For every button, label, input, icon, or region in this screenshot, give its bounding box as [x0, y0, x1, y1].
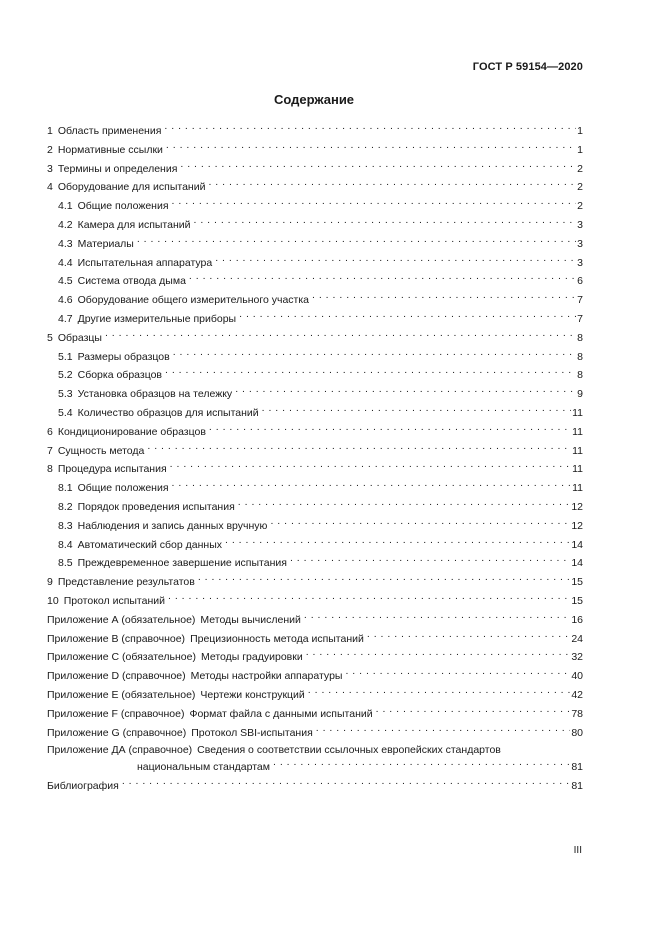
- toc-dot-leader: [168, 592, 570, 604]
- toc-entry-label: Область применения: [57, 125, 162, 137]
- toc-entry-number: 8.2: [58, 500, 73, 513]
- toc-entry-label: Образцы: [57, 331, 102, 344]
- toc-entry-page: 6: [577, 275, 583, 288]
- toc-entry[interactable]: [47, 442, 583, 461]
- toc-entry-label: Материалы: [77, 237, 134, 250]
- toc-entry-page: 12: [571, 519, 583, 532]
- toc-entry-page: 32: [571, 651, 583, 664]
- toc-entry-number: 7: [47, 444, 53, 457]
- toc-entry-page: 81: [571, 761, 583, 774]
- toc-entry-label: Сведения о соответствии ссылочных европейских стандартов: [197, 744, 501, 757]
- toc-entry-page: 8: [577, 331, 583, 344]
- toc-dot-leader: [137, 235, 576, 247]
- toc-entry[interactable]: [47, 404, 583, 423]
- toc-dot-leader: [105, 329, 576, 341]
- toc-entry-label: Количество образцов для испытаний: [77, 406, 259, 419]
- toc-entry-label: Наблюдения и запись данных вручную: [77, 519, 268, 532]
- toc-entry-label: Протокол SBI-испытания: [191, 726, 313, 739]
- toc-entry-page: 7: [577, 294, 583, 307]
- toc-entry-label: Представление результатов: [57, 576, 195, 589]
- toc-dot-leader: [273, 758, 570, 770]
- toc-dot-leader: [172, 197, 577, 209]
- toc-dot-leader: [164, 122, 576, 134]
- toc-entry-page: 1: [577, 143, 583, 156]
- toc-entry[interactable]: [47, 385, 583, 404]
- toc-entry-number: Приложение D (справочное): [47, 670, 186, 683]
- toc-entry[interactable]: [47, 460, 583, 479]
- toc-dot-leader: [166, 141, 576, 153]
- toc-dot-leader: [345, 667, 570, 679]
- toc-dot-leader: [238, 498, 571, 510]
- toc-entry-number: 4.1: [58, 200, 73, 213]
- toc-entry-page: 3: [577, 256, 583, 269]
- toc-entry-page: 11: [572, 463, 583, 476]
- toc-entry-page: 15: [571, 594, 583, 607]
- toc-entry-page: 24: [571, 632, 583, 645]
- toc-dot-leader: [147, 442, 571, 454]
- toc-entry-page: 11: [572, 444, 583, 457]
- toc-entry-number: 2: [47, 143, 53, 156]
- toc-entry-page: 40: [571, 670, 583, 683]
- toc-entry[interactable]: [47, 329, 583, 348]
- toc-dot-leader: [312, 291, 576, 303]
- toc-dot-leader: [376, 705, 571, 717]
- toc-entry-label: Порядок проведения испытания: [77, 500, 235, 513]
- toc-entry[interactable]: [47, 554, 583, 573]
- toc-dot-leader: [122, 777, 570, 789]
- toc-dot-leader: [306, 648, 571, 660]
- toc-entry-page: 16: [571, 613, 583, 626]
- toc-entry[interactable]: [47, 348, 583, 367]
- toc-entry-number: 8.1: [58, 482, 73, 495]
- toc-dot-leader: [215, 254, 576, 266]
- toc-entry-page: 81: [571, 780, 583, 793]
- toc-entry-label: Кондиционирование образцов: [57, 425, 206, 438]
- toc-entry-number: Приложение F (справочное): [47, 707, 185, 720]
- toc-entry-label: Испытательная аппаратура: [77, 256, 213, 269]
- toc-entry-label: Камера для испытаний: [77, 218, 191, 231]
- toc-dot-leader: [235, 385, 576, 397]
- toc-title: Содержание: [273, 92, 355, 107]
- document-code: ГОСТ Р 59154—2020: [472, 61, 583, 73]
- toc-entry[interactable]: [47, 573, 583, 592]
- toc-entry[interactable]: [47, 366, 583, 385]
- toc-entry-label: Преждевременное завершение испытания: [77, 557, 287, 570]
- toc-entry-page: 14: [571, 557, 583, 570]
- toc-entry-number: Приложение Е (обязательное): [47, 688, 196, 701]
- toc-entry-page: 78: [571, 707, 583, 720]
- toc-dot-leader: [262, 404, 571, 416]
- toc-dot-leader: [180, 160, 576, 172]
- toc-dot-leader: [172, 479, 572, 491]
- toc-entry[interactable]: [47, 498, 583, 517]
- toc-dot-leader: [316, 724, 571, 736]
- toc-entry[interactable]: [47, 611, 583, 630]
- toc-entry[interactable]: [47, 235, 583, 254]
- toc-entry-number: 5.3: [58, 388, 73, 401]
- toc-entry[interactable]: [47, 667, 583, 686]
- toc-entry-number: Приложение С (обязательное): [47, 651, 196, 664]
- toc-entry-number: 4: [47, 181, 53, 194]
- toc-entry-number: 8.4: [58, 538, 73, 551]
- toc-entry[interactable]: [47, 197, 583, 216]
- toc-entry-number: Приложение В (справочное): [47, 632, 186, 645]
- toc-entry-label: Формат файла с данными испытаний: [189, 707, 373, 720]
- toc-entry-number: 3: [47, 162, 53, 175]
- toc-entry-label: Методы вычислений: [200, 613, 301, 626]
- toc-entry-label: Чертежи конструкций: [200, 688, 305, 701]
- toc-dot-leader: [173, 348, 576, 360]
- table-of-contents: [47, 122, 583, 796]
- toc-entry-page: 2: [577, 200, 583, 213]
- toc-entry-number: 10: [47, 594, 59, 607]
- toc-entry-label: Общие положения: [77, 482, 169, 495]
- toc-entry-number: 4.6: [58, 294, 73, 307]
- toc-entry-number: 8.5: [58, 557, 73, 570]
- toc-entry-label: Прецизионность метода испытаний: [190, 632, 364, 645]
- toc-entry[interactable]: [47, 160, 583, 179]
- toc-dot-leader: [225, 536, 570, 548]
- toc-entry-number: 5.2: [58, 369, 73, 382]
- toc-entry-label: Нормативные ссылки: [57, 143, 163, 156]
- toc-entry[interactable]: [47, 742, 583, 777]
- toc-entry-number: Приложение G (справочное): [47, 726, 187, 739]
- toc-dot-leader: [170, 460, 571, 472]
- toc-dot-leader: [189, 272, 576, 284]
- toc-entry-page: 42: [571, 688, 583, 701]
- toc-entry[interactable]: [47, 630, 583, 649]
- toc-entry-page: 2: [577, 162, 583, 175]
- toc-entry[interactable]: [47, 536, 583, 555]
- toc-entry[interactable]: [47, 178, 583, 197]
- toc-entry[interactable]: [47, 216, 583, 235]
- toc-entry-label: Сборка образцов: [77, 369, 163, 382]
- toc-entry-page: 1: [577, 125, 583, 137]
- toc-entry[interactable]: [47, 517, 583, 536]
- toc-dot-leader: [290, 554, 570, 566]
- page-number: III: [573, 845, 582, 856]
- toc-entry-label: Другие измерительные приборы: [77, 312, 237, 325]
- toc-entry-number: 8: [47, 463, 53, 476]
- toc-entry-number: 5.1: [58, 350, 73, 363]
- toc-dot-leader: [367, 630, 570, 642]
- toc-entry-page: 2: [577, 181, 583, 194]
- toc-entry-number: 1: [47, 125, 53, 137]
- toc-entry[interactable]: [47, 122, 583, 141]
- toc-entry-label: Установка образцов на тележку: [77, 388, 233, 401]
- toc-entry-number: 5: [47, 331, 53, 344]
- toc-entry-label: Протокол испытаний: [63, 594, 165, 607]
- toc-entry[interactable]: [47, 777, 583, 796]
- toc-entry-label: Методы градуировки: [200, 651, 303, 664]
- toc-entry-number: 6: [47, 425, 53, 438]
- toc-entry-number: 4.7: [58, 312, 73, 325]
- toc-dot-leader: [198, 573, 570, 585]
- toc-dot-leader: [209, 423, 571, 435]
- toc-entry-label: Оборудование для испытаний: [57, 181, 206, 194]
- toc-entry-label: Процедура испытания: [57, 463, 167, 476]
- toc-entry-page: 11: [572, 425, 583, 438]
- toc-entry-page: 11: [572, 482, 583, 495]
- toc-entry[interactable]: [47, 592, 583, 611]
- toc-entry[interactable]: [47, 686, 583, 705]
- toc-entry[interactable]: [47, 310, 583, 329]
- toc-entry-page: 8: [577, 350, 583, 363]
- toc-entry-number: 4.3: [58, 237, 73, 250]
- toc-entry-label: Автоматический сбор данных: [77, 538, 223, 551]
- toc-entry-number: Приложение ДА (справочное): [47, 744, 193, 757]
- toc-entry-page: 8: [577, 369, 583, 382]
- toc-entry-number: 9: [47, 576, 53, 589]
- toc-entry-label: Библиография: [47, 780, 119, 793]
- toc-entry-label: Оборудование общего измерительного участка: [77, 294, 310, 307]
- toc-entry[interactable]: [47, 479, 583, 498]
- toc-dot-leader: [270, 517, 570, 529]
- toc-dot-leader: [165, 366, 576, 378]
- toc-entry-number: 4.5: [58, 275, 73, 288]
- toc-entry-label: Система отвода дыма: [77, 275, 186, 288]
- toc-entry[interactable]: [47, 291, 583, 310]
- toc-entry-number: Приложение А (обязательное): [47, 613, 196, 626]
- toc-entry[interactable]: [47, 254, 583, 273]
- toc-dot-leader: [193, 216, 576, 228]
- toc-entry-page: 3: [577, 237, 583, 250]
- toc-dot-leader: [304, 611, 570, 623]
- toc-entry[interactable]: [47, 705, 583, 724]
- toc-entry[interactable]: [47, 724, 583, 743]
- toc-entry-page: 3: [577, 218, 583, 231]
- toc-entry-page: 9: [577, 388, 583, 401]
- toc-entry[interactable]: [47, 423, 583, 442]
- toc-dot-leader: [208, 178, 576, 190]
- toc-entry-number: 5.4: [58, 406, 73, 419]
- toc-entry-page: 12: [571, 500, 583, 513]
- toc-entry[interactable]: [47, 141, 583, 160]
- toc-entry-number: 8.3: [58, 519, 73, 532]
- toc-entry-label: Размеры образцов: [77, 350, 170, 363]
- toc-entry-page: 14: [571, 538, 583, 551]
- toc-entry-number: 4.4: [58, 256, 73, 269]
- toc-entry[interactable]: [47, 648, 583, 667]
- toc-entry[interactable]: [47, 272, 583, 291]
- toc-entry-label: Общие положения: [77, 200, 169, 213]
- toc-entry-page: 80: [571, 726, 583, 739]
- toc-entry-page: 7: [577, 312, 583, 325]
- toc-entry-label-continued: национальным стандартам: [137, 761, 270, 774]
- toc-dot-leader: [239, 310, 576, 322]
- toc-entry-page: 11: [572, 406, 583, 419]
- toc-entry-page: 15: [571, 576, 583, 589]
- toc-entry-label: Сущность метода: [57, 444, 145, 457]
- toc-entry-label: Методы настройки аппаратуры: [190, 670, 343, 683]
- toc-entry-number: 4.2: [58, 218, 73, 231]
- toc-entry-label: Термины и определения: [57, 162, 178, 175]
- toc-dot-leader: [308, 686, 571, 698]
